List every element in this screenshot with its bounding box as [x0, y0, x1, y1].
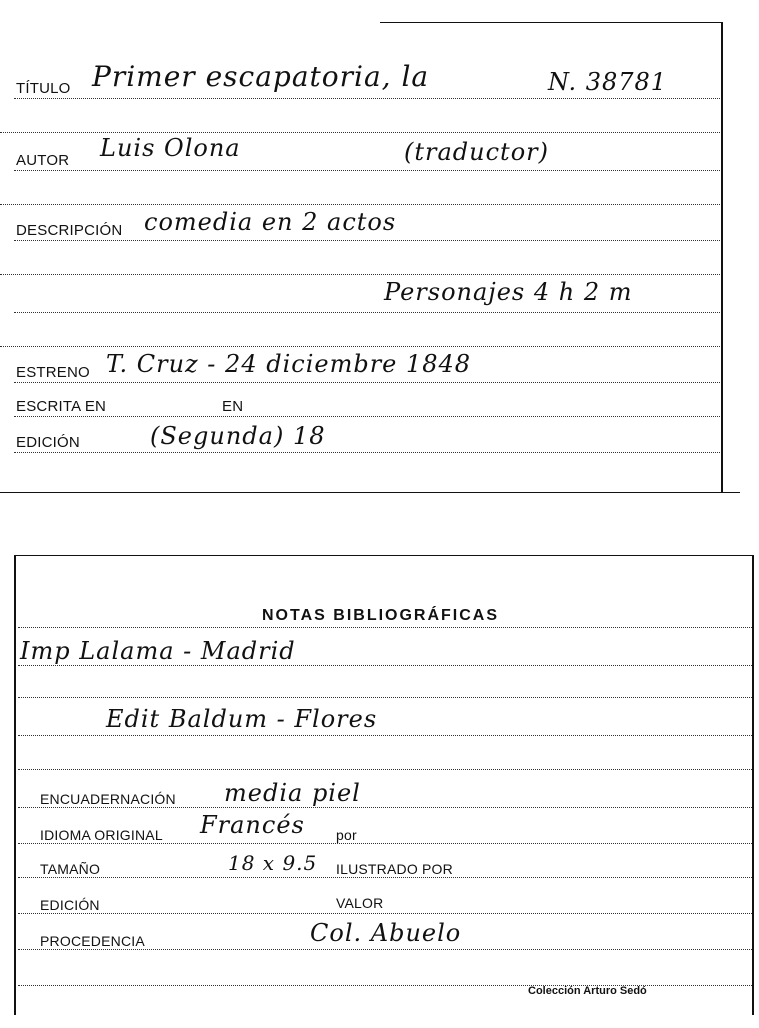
rule-line [14, 312, 720, 313]
card-border-top [14, 555, 754, 556]
label-ilustrado-por: ILUSTRADO POR [336, 861, 453, 877]
rule-line [18, 769, 752, 770]
rule-line [18, 807, 752, 808]
catalog-card-notes [14, 555, 759, 1015]
label-descripcion: DESCRIPCIÓN [16, 222, 123, 239]
handwritten-idioma: Francés [200, 811, 305, 839]
rule-line [18, 697, 752, 698]
label-idioma-original: IDIOMA ORIGINAL [40, 827, 163, 843]
rule-line [14, 170, 720, 171]
rule-line [18, 843, 752, 844]
handwritten-note-2: Edit Baldum - Flores [106, 705, 378, 733]
handwritten-encuadernacion: media piel [224, 779, 361, 807]
card-border-right [752, 555, 754, 1015]
rule-line [18, 877, 752, 878]
catalog-card-main [0, 22, 724, 492]
handwritten-descripcion: comedia en 2 actos [144, 208, 397, 236]
label-escrita-en: ESCRITA EN [16, 398, 107, 415]
card-border-top [380, 22, 723, 23]
rule-line [0, 204, 720, 205]
label-procedencia: PROCEDENCIA [40, 933, 145, 949]
label-encuadernacion: ENCUADERNACIÓN [40, 791, 176, 807]
handwritten-autor: Luis Olona [100, 134, 241, 162]
rule-line [18, 665, 752, 666]
label-estreno: ESTRENO [16, 364, 90, 381]
card-border-bottom [0, 492, 740, 493]
handwritten-tamano: 18 x 9.5 [228, 851, 318, 875]
handwritten-numero: N. 38781 [548, 68, 668, 96]
label-edicion: EDICIÓN [40, 897, 100, 913]
label-autor: AUTOR [16, 152, 70, 169]
label-en: EN [222, 398, 244, 415]
rule-line [14, 240, 720, 241]
rule-line [18, 913, 752, 914]
handwritten-edicion: (Segunda) 18 [150, 422, 326, 450]
label-tamano: TAMAÑO [40, 861, 101, 877]
handwritten-estreno: T. Cruz - 24 diciembre 1848 [106, 350, 472, 378]
rule-line [14, 452, 720, 453]
collection-footer: Colección Arturo Sedó [528, 985, 647, 997]
rule-line [18, 949, 752, 950]
label-edicion: EDICIÓN [16, 434, 80, 451]
notas-heading: NOTAS BIBLIOGRÁFICAS [262, 607, 500, 624]
handwritten-titulo: Primer escapatoria, la [92, 60, 430, 93]
rule-line [14, 98, 720, 99]
label-por: por [336, 827, 357, 843]
handwritten-traductor: (traductor) [404, 138, 549, 166]
card-border-left [14, 555, 16, 1015]
rule-line [0, 346, 720, 347]
rule-line [14, 382, 720, 383]
label-valor: VALOR [336, 895, 384, 911]
card-border-right [721, 22, 723, 492]
rule-line [18, 735, 752, 736]
handwritten-note-1: Imp Lalama - Madrid [20, 637, 296, 665]
label-titulo: TÍTULO [16, 80, 71, 97]
rule-line [18, 627, 752, 628]
handwritten-procedencia: Col. Abuelo [310, 919, 462, 947]
handwritten-personajes: Personajes 4 h 2 m [384, 278, 633, 306]
rule-line [0, 274, 720, 275]
rule-line [0, 132, 720, 133]
rule-line [14, 416, 720, 417]
